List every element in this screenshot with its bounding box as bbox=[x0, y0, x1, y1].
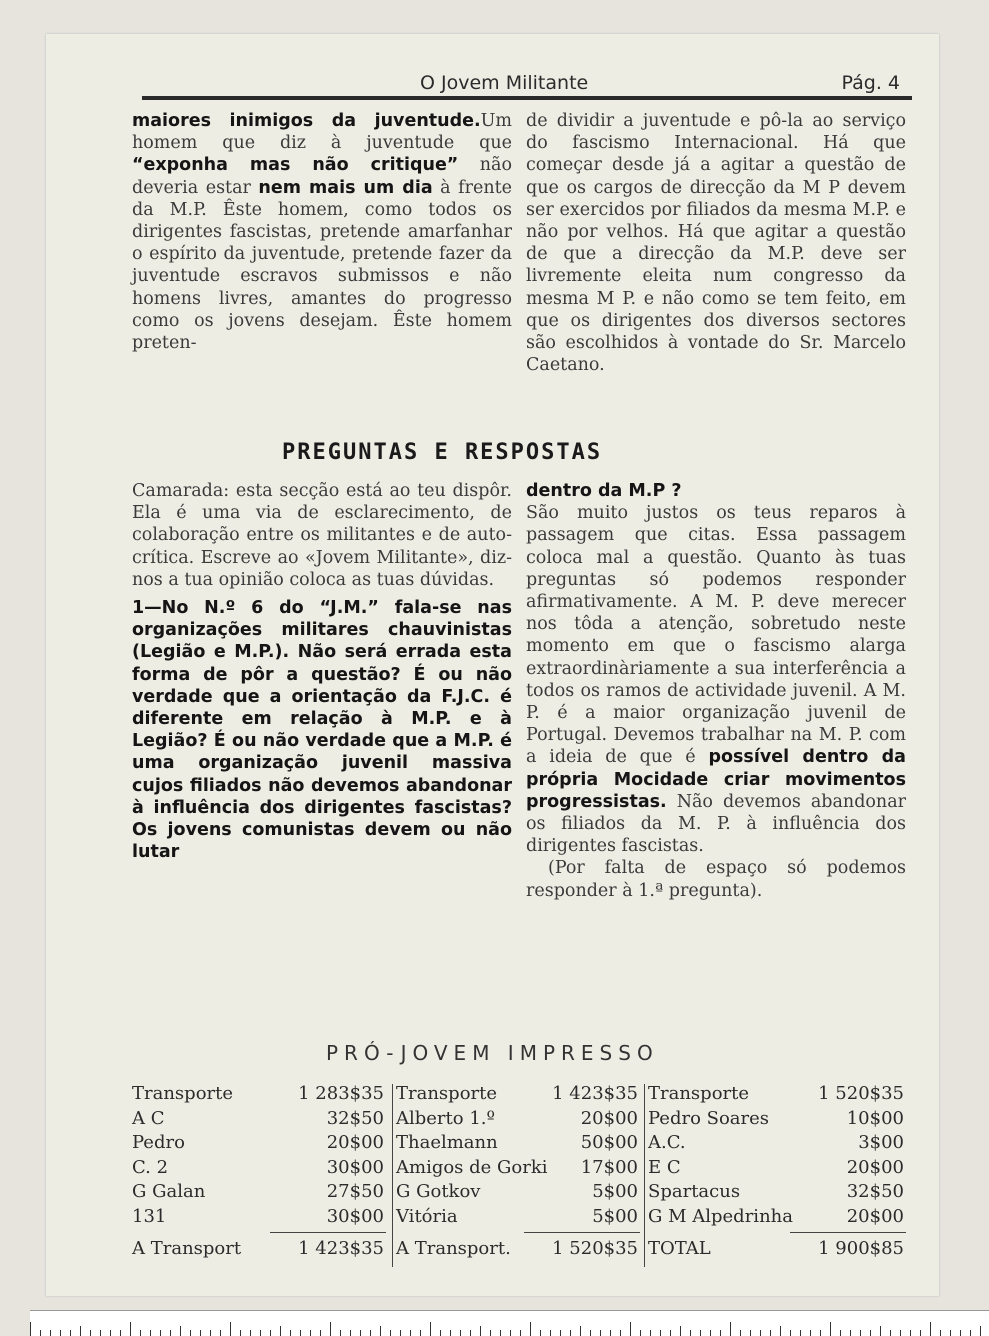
fund-total-label: A Transport. bbox=[396, 1238, 511, 1259]
fund-row bbox=[648, 1131, 910, 1156]
ruler-tick bbox=[530, 1322, 531, 1336]
fund-row-name: Transporte bbox=[396, 1083, 498, 1104]
fund-total-row bbox=[132, 1237, 390, 1262]
qa-answer-run: possível dentro da própria Mocidade criar movimentos progressistas. bbox=[526, 747, 906, 812]
page-number: Pág. 4 bbox=[841, 72, 900, 94]
ruler-tick bbox=[690, 1330, 691, 1336]
ruler-tick bbox=[210, 1330, 211, 1336]
qa-answer bbox=[526, 480, 906, 857]
ruler-tick bbox=[590, 1330, 591, 1336]
fund-title: PRÓ-JOVEM IMPRESSO bbox=[326, 1041, 659, 1065]
fund-row bbox=[132, 1156, 390, 1181]
ruler-tick bbox=[600, 1330, 601, 1336]
fund-row bbox=[132, 1205, 390, 1230]
article-column-right bbox=[526, 110, 906, 376]
fund-row-value: 30$00 bbox=[326, 1205, 384, 1227]
ruler-tick bbox=[460, 1330, 461, 1336]
ruler-tick bbox=[440, 1330, 441, 1336]
fund-row-value: 32$50 bbox=[326, 1107, 384, 1129]
ruler-tick bbox=[520, 1330, 521, 1336]
fund-column-divider bbox=[392, 1084, 393, 1267]
fund-column bbox=[132, 1082, 390, 1262]
fund-row-name: Transporte bbox=[648, 1083, 750, 1104]
fund-row-name: Amigos de Gorki bbox=[396, 1156, 548, 1178]
qa-note: (Por falta de espaço só podemos responder à 1.ª pregunta). bbox=[526, 858, 906, 901]
qa-column-right bbox=[526, 480, 906, 902]
ruler-tick bbox=[340, 1330, 341, 1336]
ruler-tick bbox=[620, 1330, 621, 1336]
ruler-tick bbox=[750, 1330, 751, 1336]
qa-answer-run: São muito justos os teus reparos à passagem que citas. Essa passagem coloca mal a questão. Quanto às tuas preguntas só podemos responder afirmativamente. A M. P. deve merecer nos tôda a atenção, sobretudo neste momento em que o fascismo alarga extraordinàriamente a sua interferência a todos os ramos de actividade juvenil. A M. P. é a maior organização juvenil de Portugal. Devemos trabalhar na M. P. com a ideia de que é bbox=[526, 503, 906, 768]
ruler-tick bbox=[540, 1330, 541, 1336]
ruler-tick bbox=[430, 1322, 431, 1336]
ruler-tick bbox=[840, 1330, 841, 1336]
ruler-tick bbox=[550, 1330, 551, 1336]
ruler-tick bbox=[370, 1330, 371, 1336]
ruler-tick bbox=[150, 1330, 151, 1336]
fund-row-name: G Gotkov bbox=[396, 1181, 481, 1202]
ruler-tick bbox=[100, 1330, 101, 1336]
fund-row bbox=[396, 1180, 644, 1205]
ruler-tick bbox=[940, 1330, 941, 1336]
qa-answer-run: dentro da M.P ? bbox=[526, 481, 682, 501]
ruler-tick bbox=[350, 1330, 351, 1336]
fund-row bbox=[396, 1082, 644, 1107]
page-header bbox=[88, 42, 908, 94]
ruler-tick bbox=[420, 1330, 421, 1336]
ruler-tick bbox=[920, 1330, 921, 1336]
fund-row-name: Spartacus bbox=[648, 1181, 741, 1202]
article-text-left-run: Um homem que diz à juventude que bbox=[132, 111, 512, 154]
ruler-tick bbox=[330, 1322, 331, 1336]
fund-row-value: 30$00 bbox=[326, 1156, 384, 1178]
fund-row bbox=[396, 1131, 644, 1156]
fund-row-value: 17$00 bbox=[580, 1156, 638, 1178]
fund-row-value: 27$50 bbox=[326, 1181, 384, 1202]
qa-answer-run: Não devemos abandonar os filiados da M. P. à influência dos dirigentes fascistas. bbox=[526, 791, 906, 857]
fund-row-name: Vitória bbox=[396, 1205, 458, 1227]
ruler-tick bbox=[250, 1330, 251, 1336]
ruler-tick bbox=[850, 1330, 851, 1336]
fund-row-value: 1 283$35 bbox=[298, 1083, 384, 1104]
ruler-tick bbox=[770, 1330, 771, 1336]
ruler-tick bbox=[810, 1330, 811, 1336]
ruler-tick bbox=[260, 1330, 261, 1336]
fund-row-value: 3$00 bbox=[858, 1132, 904, 1153]
ruler-tick bbox=[870, 1330, 871, 1336]
fund-row-name: Pedro bbox=[132, 1132, 185, 1153]
fund-total-row bbox=[396, 1237, 644, 1262]
fund-row-value: 50$00 bbox=[580, 1132, 638, 1153]
fund-row bbox=[648, 1107, 910, 1132]
fund-row-name: G M Alpedrinha bbox=[648, 1205, 793, 1227]
ruler-tick bbox=[320, 1330, 321, 1336]
ruler-tick bbox=[240, 1330, 241, 1336]
ruler-tick bbox=[970, 1330, 971, 1336]
fund-row-value: 5$00 bbox=[592, 1181, 638, 1202]
ruler-tick bbox=[650, 1330, 651, 1336]
fund-row-name: G Galan bbox=[132, 1181, 206, 1202]
ruler-tick bbox=[360, 1330, 361, 1336]
fund-total-label: TOTAL bbox=[648, 1238, 711, 1259]
fund-row-name: E C bbox=[648, 1156, 681, 1178]
ruler-tick bbox=[60, 1330, 61, 1336]
fund-column bbox=[396, 1082, 644, 1262]
ruler-tick bbox=[610, 1330, 611, 1336]
fund-row-name: Pedro Soares bbox=[648, 1107, 770, 1129]
ruler-tick bbox=[290, 1330, 291, 1336]
fund-column bbox=[648, 1082, 910, 1262]
ruler-tick bbox=[930, 1322, 931, 1336]
ruler-tick bbox=[270, 1330, 271, 1336]
ruler-tick bbox=[390, 1330, 391, 1336]
fund-row bbox=[648, 1205, 910, 1230]
ruler-tick bbox=[670, 1330, 671, 1336]
ruler-tick bbox=[950, 1330, 951, 1336]
fund-total-label: A Transport bbox=[132, 1238, 242, 1259]
ruler-tick bbox=[710, 1330, 711, 1336]
ruler-tick bbox=[720, 1330, 721, 1336]
fund-total-value: 1 423$35 bbox=[298, 1238, 384, 1259]
ruler-tick bbox=[960, 1330, 961, 1336]
ruler-tick bbox=[410, 1330, 411, 1336]
qa-intro: Camarada: esta secção está ao teu dispôr. Ela é uma via de esclarecimento, de colaboração entre os militantes e de auto-crítica. Escreve ao «Jovem Militante», diz-nos a tua opinião coloca as tuas dúvidas. bbox=[132, 481, 512, 590]
ruler-tick bbox=[800, 1330, 801, 1336]
ruler-tick bbox=[30, 1322, 31, 1336]
fund-column-divider bbox=[644, 1084, 645, 1267]
fund-row-value: 20$00 bbox=[326, 1132, 384, 1153]
fund-row-name: C. 2 bbox=[132, 1156, 169, 1178]
article-text-right: de dividir a juventude e pô-la ao serviço do fascismo Internacional. Há que começar desde já a agitar a questão de que os cargos de direcção da M P devem ser exercidos por filiados da mesma M.P. e não por velhos. Há que agitar a questão de que a direcção da M.P. deve ser livremente eleita num congresso da mesma M P. e não como se tem feito, em que os dirigentes dos diversos sectores são escolhidos à vontade do Sr. Marcelo Caetano. bbox=[526, 111, 906, 376]
ruler-tick bbox=[170, 1330, 171, 1336]
ruler-tick bbox=[760, 1330, 761, 1336]
ruler-tick bbox=[110, 1330, 111, 1336]
fund-row-name: 131 bbox=[132, 1205, 167, 1227]
ruler-tick bbox=[40, 1330, 41, 1336]
ruler-tick bbox=[730, 1322, 731, 1336]
ruler-tick bbox=[510, 1330, 511, 1336]
ruler-tick bbox=[560, 1330, 561, 1336]
fund-row-name: A.C. bbox=[648, 1132, 686, 1153]
ruler-tick bbox=[120, 1330, 121, 1336]
ruler-tick bbox=[160, 1330, 161, 1336]
ruler-tick bbox=[790, 1330, 791, 1336]
fund-row-value: 32$50 bbox=[846, 1181, 904, 1202]
publication-title: O Jovem Militante bbox=[420, 72, 589, 94]
ruler-tick bbox=[140, 1330, 141, 1336]
ruler-tick bbox=[310, 1330, 311, 1336]
fund-row-value: 10$00 bbox=[846, 1107, 904, 1129]
ruler-tick bbox=[570, 1330, 571, 1336]
ruler-tick bbox=[490, 1330, 491, 1336]
fund-row bbox=[132, 1107, 390, 1132]
measurement-ruler bbox=[30, 1310, 989, 1336]
fund-row bbox=[648, 1180, 910, 1205]
fund-row-name: Alberto 1.º bbox=[396, 1107, 495, 1129]
qa-column-left bbox=[132, 480, 512, 863]
ruler-tick bbox=[190, 1330, 191, 1336]
fund-sum-line bbox=[524, 1232, 640, 1233]
ruler-tick bbox=[910, 1330, 911, 1336]
fund-row bbox=[648, 1156, 910, 1181]
article-text-left-run: à frente da M.P. Êste homem, como todos os dirigentes fascistas, pretende amarfanhar o espírito da juventude, pretende fazer da juventude escravos submissos e não homens livres, amantes do progresso como os jovens desejam. Êste homem preten- bbox=[132, 177, 513, 354]
ruler-tick bbox=[90, 1330, 91, 1336]
fund-row bbox=[132, 1131, 390, 1156]
fund-row bbox=[396, 1107, 644, 1132]
fund-row-name: Thaelmann bbox=[396, 1132, 498, 1153]
ruler-tick bbox=[700, 1330, 701, 1336]
ruler-tick bbox=[820, 1330, 821, 1336]
ruler-tick bbox=[830, 1322, 831, 1336]
article-text-left-run: não deveria estar bbox=[132, 155, 512, 198]
article-text-left bbox=[132, 110, 512, 354]
fund-row bbox=[132, 1082, 390, 1107]
fund-row-value: 20$00 bbox=[846, 1205, 904, 1227]
fund-row bbox=[396, 1156, 644, 1181]
fund-row bbox=[648, 1082, 910, 1107]
ruler-tick bbox=[220, 1330, 221, 1336]
fund-row-value: 1 423$35 bbox=[552, 1083, 638, 1104]
ruler-tick bbox=[860, 1330, 861, 1336]
ruler-tick bbox=[300, 1330, 301, 1336]
section-heading: PREGUNTAS E RESPOSTAS bbox=[282, 440, 603, 465]
ruler-tick bbox=[50, 1330, 51, 1336]
ruler-tick bbox=[640, 1330, 641, 1336]
fund-row-name: Transporte bbox=[132, 1083, 234, 1104]
ruler-tick bbox=[230, 1322, 231, 1336]
fund-row bbox=[132, 1180, 390, 1205]
ruler-tick bbox=[660, 1330, 661, 1336]
fund-row-name: A C bbox=[132, 1107, 165, 1129]
fund-sum-line bbox=[790, 1232, 906, 1233]
fund-row-value: 5$00 bbox=[592, 1205, 638, 1227]
fund-sum-line bbox=[270, 1232, 386, 1233]
ruler-tick bbox=[400, 1330, 401, 1336]
fund-total-row bbox=[648, 1237, 910, 1262]
ruler-tick bbox=[500, 1330, 501, 1336]
qa-question: 1—No N.º 6 do “J.M.” fala-se nas organizações militares chauvinistas (Legião e M.P.). Não será errada esta forma de pôr a questão? É ou não verdade que a orientação da F.J.C. é diferente em relação à M.P. e à Legião? É ou não verdade que a M.P. é uma organização juvenil massiva cujos filiados não devemos abandonar à influência dos dirigentes fascistas? Os jovens comunistas devem ou não lutar bbox=[132, 598, 512, 863]
fund-total-value: 1 900$85 bbox=[818, 1238, 904, 1259]
header-rule bbox=[142, 96, 912, 100]
article-text-left-run: “exponha mas não critique” bbox=[132, 155, 459, 176]
ruler-tick bbox=[130, 1322, 131, 1336]
article-column-left bbox=[132, 110, 512, 354]
article-text-left-run: nem mais um dia bbox=[258, 177, 433, 198]
ruler-tick bbox=[740, 1330, 741, 1336]
fund-total-value: 1 520$35 bbox=[552, 1238, 638, 1259]
fund-row-value: 20$00 bbox=[580, 1107, 638, 1129]
fund-row-value: 20$00 bbox=[846, 1156, 904, 1178]
ruler-tick bbox=[890, 1330, 891, 1336]
fund-row-value: 1 520$35 bbox=[818, 1083, 904, 1104]
fund-row bbox=[396, 1205, 644, 1230]
ruler-tick bbox=[900, 1330, 901, 1336]
ruler-tick bbox=[450, 1330, 451, 1336]
ruler-tick bbox=[70, 1330, 71, 1336]
ruler-tick bbox=[630, 1322, 631, 1336]
ruler-tick bbox=[470, 1330, 471, 1336]
ruler-tick bbox=[200, 1330, 201, 1336]
article-text-left-run: maiores inimigos da juventude. bbox=[132, 111, 481, 131]
